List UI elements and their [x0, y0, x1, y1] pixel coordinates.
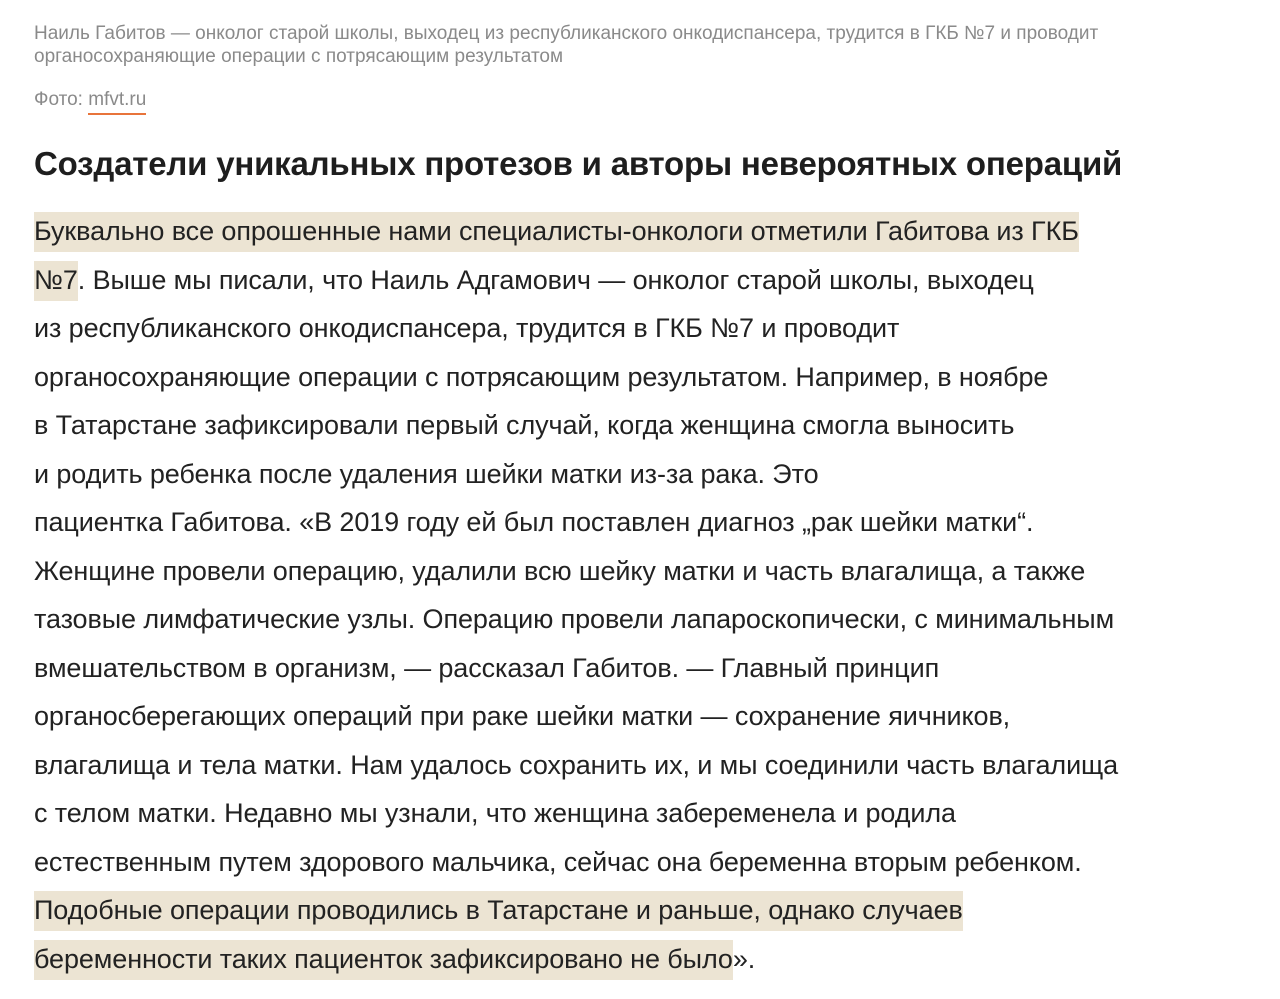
paragraph-line: Женщине провели операцию, удалили всю шейку матки и часть влагалища, а также	[34, 555, 1086, 586]
paragraph-line: в Татарстане зафиксировали первый случай, когда женщина смогла выносить	[34, 410, 1015, 440]
highlighted-text: беременности таких пациенток зафиксировано не было	[34, 940, 733, 980]
photo-source-link[interactable]: mfvt.ru	[88, 89, 146, 115]
photo-caption	[34, 22, 1260, 68]
paragraph-line: органосохраняющие операции с потрясающим результатом. Например, в ноябре	[34, 361, 1049, 392]
paragraph-line: влагалища и тела матки. Нам удалось сохранить их, и мы соединили часть влагалища	[34, 749, 1119, 780]
paragraph-line: органосберегающих операций при раке шейки матки — сохранение яичников,	[34, 701, 1011, 731]
section-heading: Создатели уникальных протезов и авторы невероятных операций	[34, 145, 1123, 182]
caption-line: органосохраняющие операции с потрясающим результатом	[34, 46, 564, 67]
paragraph-line: и родить ребенка после удаления шейки матки из-за рака. Это	[34, 458, 819, 489]
paragraph-line: из республиканского онкодиспансера, трудится в ГКБ №7 и проводит	[34, 313, 900, 343]
paragraph-line: вмешательством в организм, — рассказал Габитов. — Главный принцип	[34, 652, 940, 683]
highlighted-text: №7	[34, 261, 78, 301]
caption-line: Наиль Габитов — онколог старой школы, выходец из республиканского онкодиспансера, трудится в ГКБ №7 и проводит	[34, 23, 1099, 44]
paragraph-line: с телом матки. Недавно мы узнали, что женщина забеременела и родила	[34, 798, 956, 828]
paragraph-line	[34, 886, 1260, 935]
paragraph-line	[34, 207, 1260, 256]
paragraph-text: ».	[732, 943, 756, 974]
article-fragment	[34, 22, 1260, 983]
paragraph-line	[34, 256, 1260, 305]
paragraph-line: пациентка Габитова. «В 2019 году ей был поставлен диагноз „рак шейки матки“.	[34, 507, 1034, 537]
article-paragraph	[34, 207, 1260, 983]
paragraph-line: естественным путем здорового мальчика, сейчас она беременна вторым ребенком.	[34, 846, 1082, 877]
paragraph-line: тазовые лимфатические узлы. Операцию провели лапароскопически, с минимальным	[34, 604, 1115, 634]
photo-credit-label: Фото:	[34, 89, 89, 110]
photo-credit	[34, 88, 1260, 112]
highlighted-text: Буквально все опрошенные нами специалисты-онкологи отметили Габитова из ГКБ	[34, 212, 1079, 252]
paragraph-line	[34, 935, 1260, 984]
highlighted-text: Подобные операции проводились в Татарстане и раньше, однако случаев	[34, 891, 963, 931]
paragraph-text: . Выше мы писали, что Наиль Адгамович — онколог старой школы, выходец	[77, 264, 1034, 295]
